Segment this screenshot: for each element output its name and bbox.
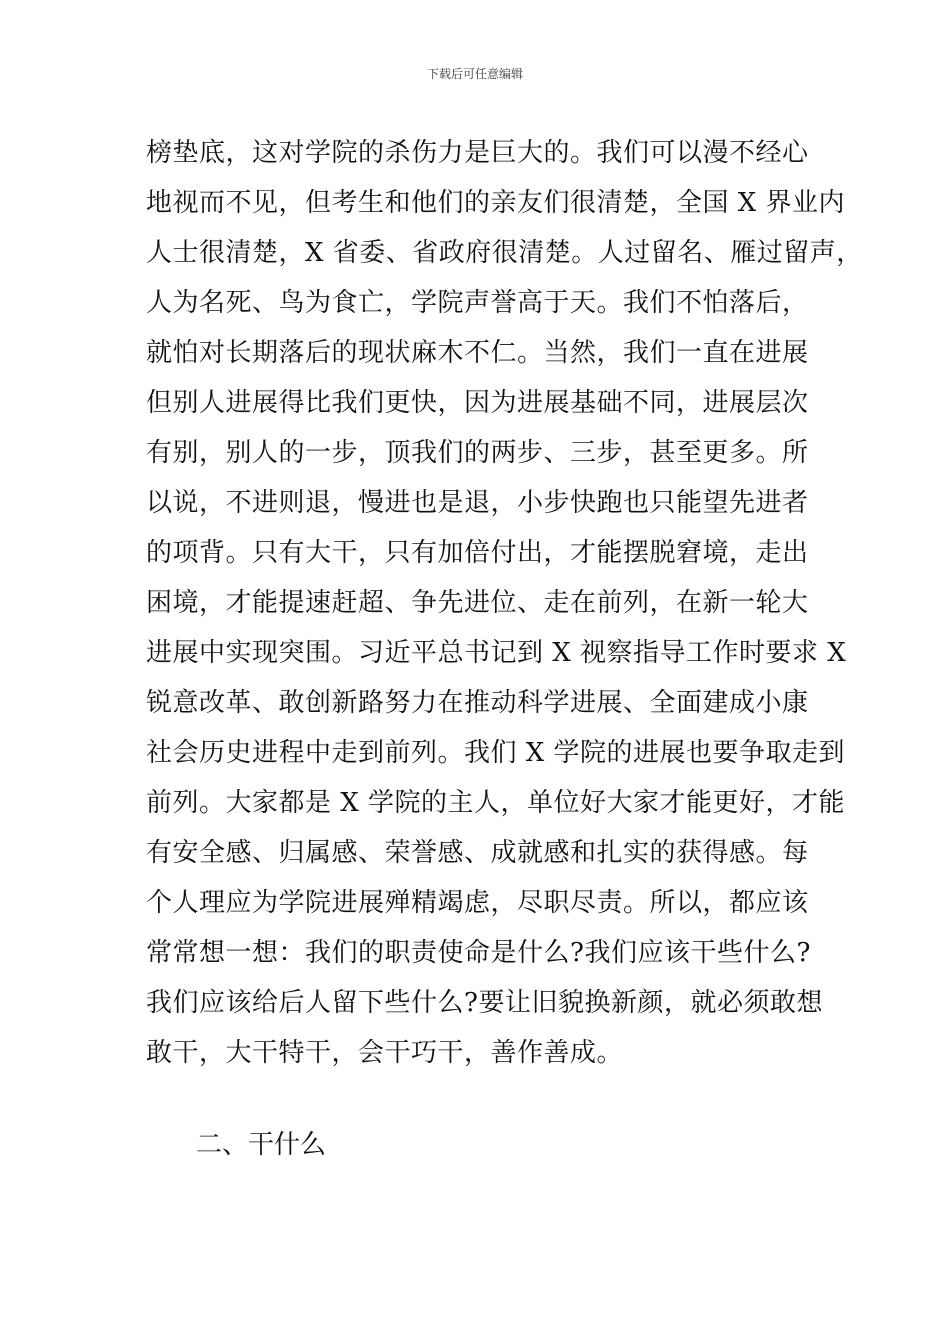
paragraph-line: 榜垫底，这对学院的杀伤力是巨大的。我们可以漫不经心 xyxy=(146,138,809,168)
paragraph-line: 地视而不见，但考生和他们的亲友们很清楚，全国 X 界业内 xyxy=(146,188,846,218)
body-paragraph xyxy=(146,128,863,1078)
paragraph-line: 有别，别人的一步，顶我们的两步、三步，甚至更多。所 xyxy=(146,438,809,468)
paragraph-line: 进展中实现突围。习近平总书记到 X 视察指导工作时要求 X xyxy=(146,638,847,668)
page-header-note: 下载后可任意编辑 xyxy=(426,67,523,81)
paragraph-line: 我们应该给后人留下些什么?要让旧貌换新颜，就必须敢想 xyxy=(146,988,823,1018)
paragraph-line: 社会历史进程中走到前列。我们 X 学院的进展也要争取走到 xyxy=(146,738,846,768)
paragraph-line: 人士很清楚，X 省委、省政府很清楚。人过留名、雁过留声， xyxy=(146,238,863,268)
paragraph-line: 个人理应为学院进展殚精竭虑，尽职尽责。所以，都应该 xyxy=(146,888,809,918)
section-heading: 二、干什么 xyxy=(196,1130,327,1160)
paragraph-line: 前列。大家都是 X 学院的主人，单位好大家才能更好，才能 xyxy=(146,788,846,818)
paragraph-line: 人为名死、鸟为食亡，学院声誉高于天。我们不怕落后， xyxy=(146,288,809,318)
paragraph-line: 敢干，大干特干，会干巧干，善作善成。 xyxy=(146,1038,624,1068)
paragraph-line: 有安全感、归属感、荣誉感、成就感和扎实的获得感。每 xyxy=(146,838,809,868)
paragraph-line: 就怕对长期落后的现状麻木不仁。当然，我们一直在进展 xyxy=(146,338,809,368)
paragraph-line: 但别人进展得比我们更快，因为进展基础不同，进展层次 xyxy=(146,388,809,418)
paragraph-line: 的项背。只有大干，只有加倍付出，才能摆脱窘境，走出 xyxy=(146,538,809,568)
paragraph-line: 锐意改革、敢创新路努力在推动科学进展、全面建成小康 xyxy=(146,688,809,718)
paragraph-line: 以说，不进则退，慢进也是退，小步快跑也只能望先进者 xyxy=(146,488,809,518)
paragraph-line: 常常想一想：我们的职责使命是什么?我们应该干些什么? xyxy=(146,938,811,968)
paragraph-line: 困境，才能提速赶超、争先进位、走在前列，在新一轮大 xyxy=(146,588,809,618)
